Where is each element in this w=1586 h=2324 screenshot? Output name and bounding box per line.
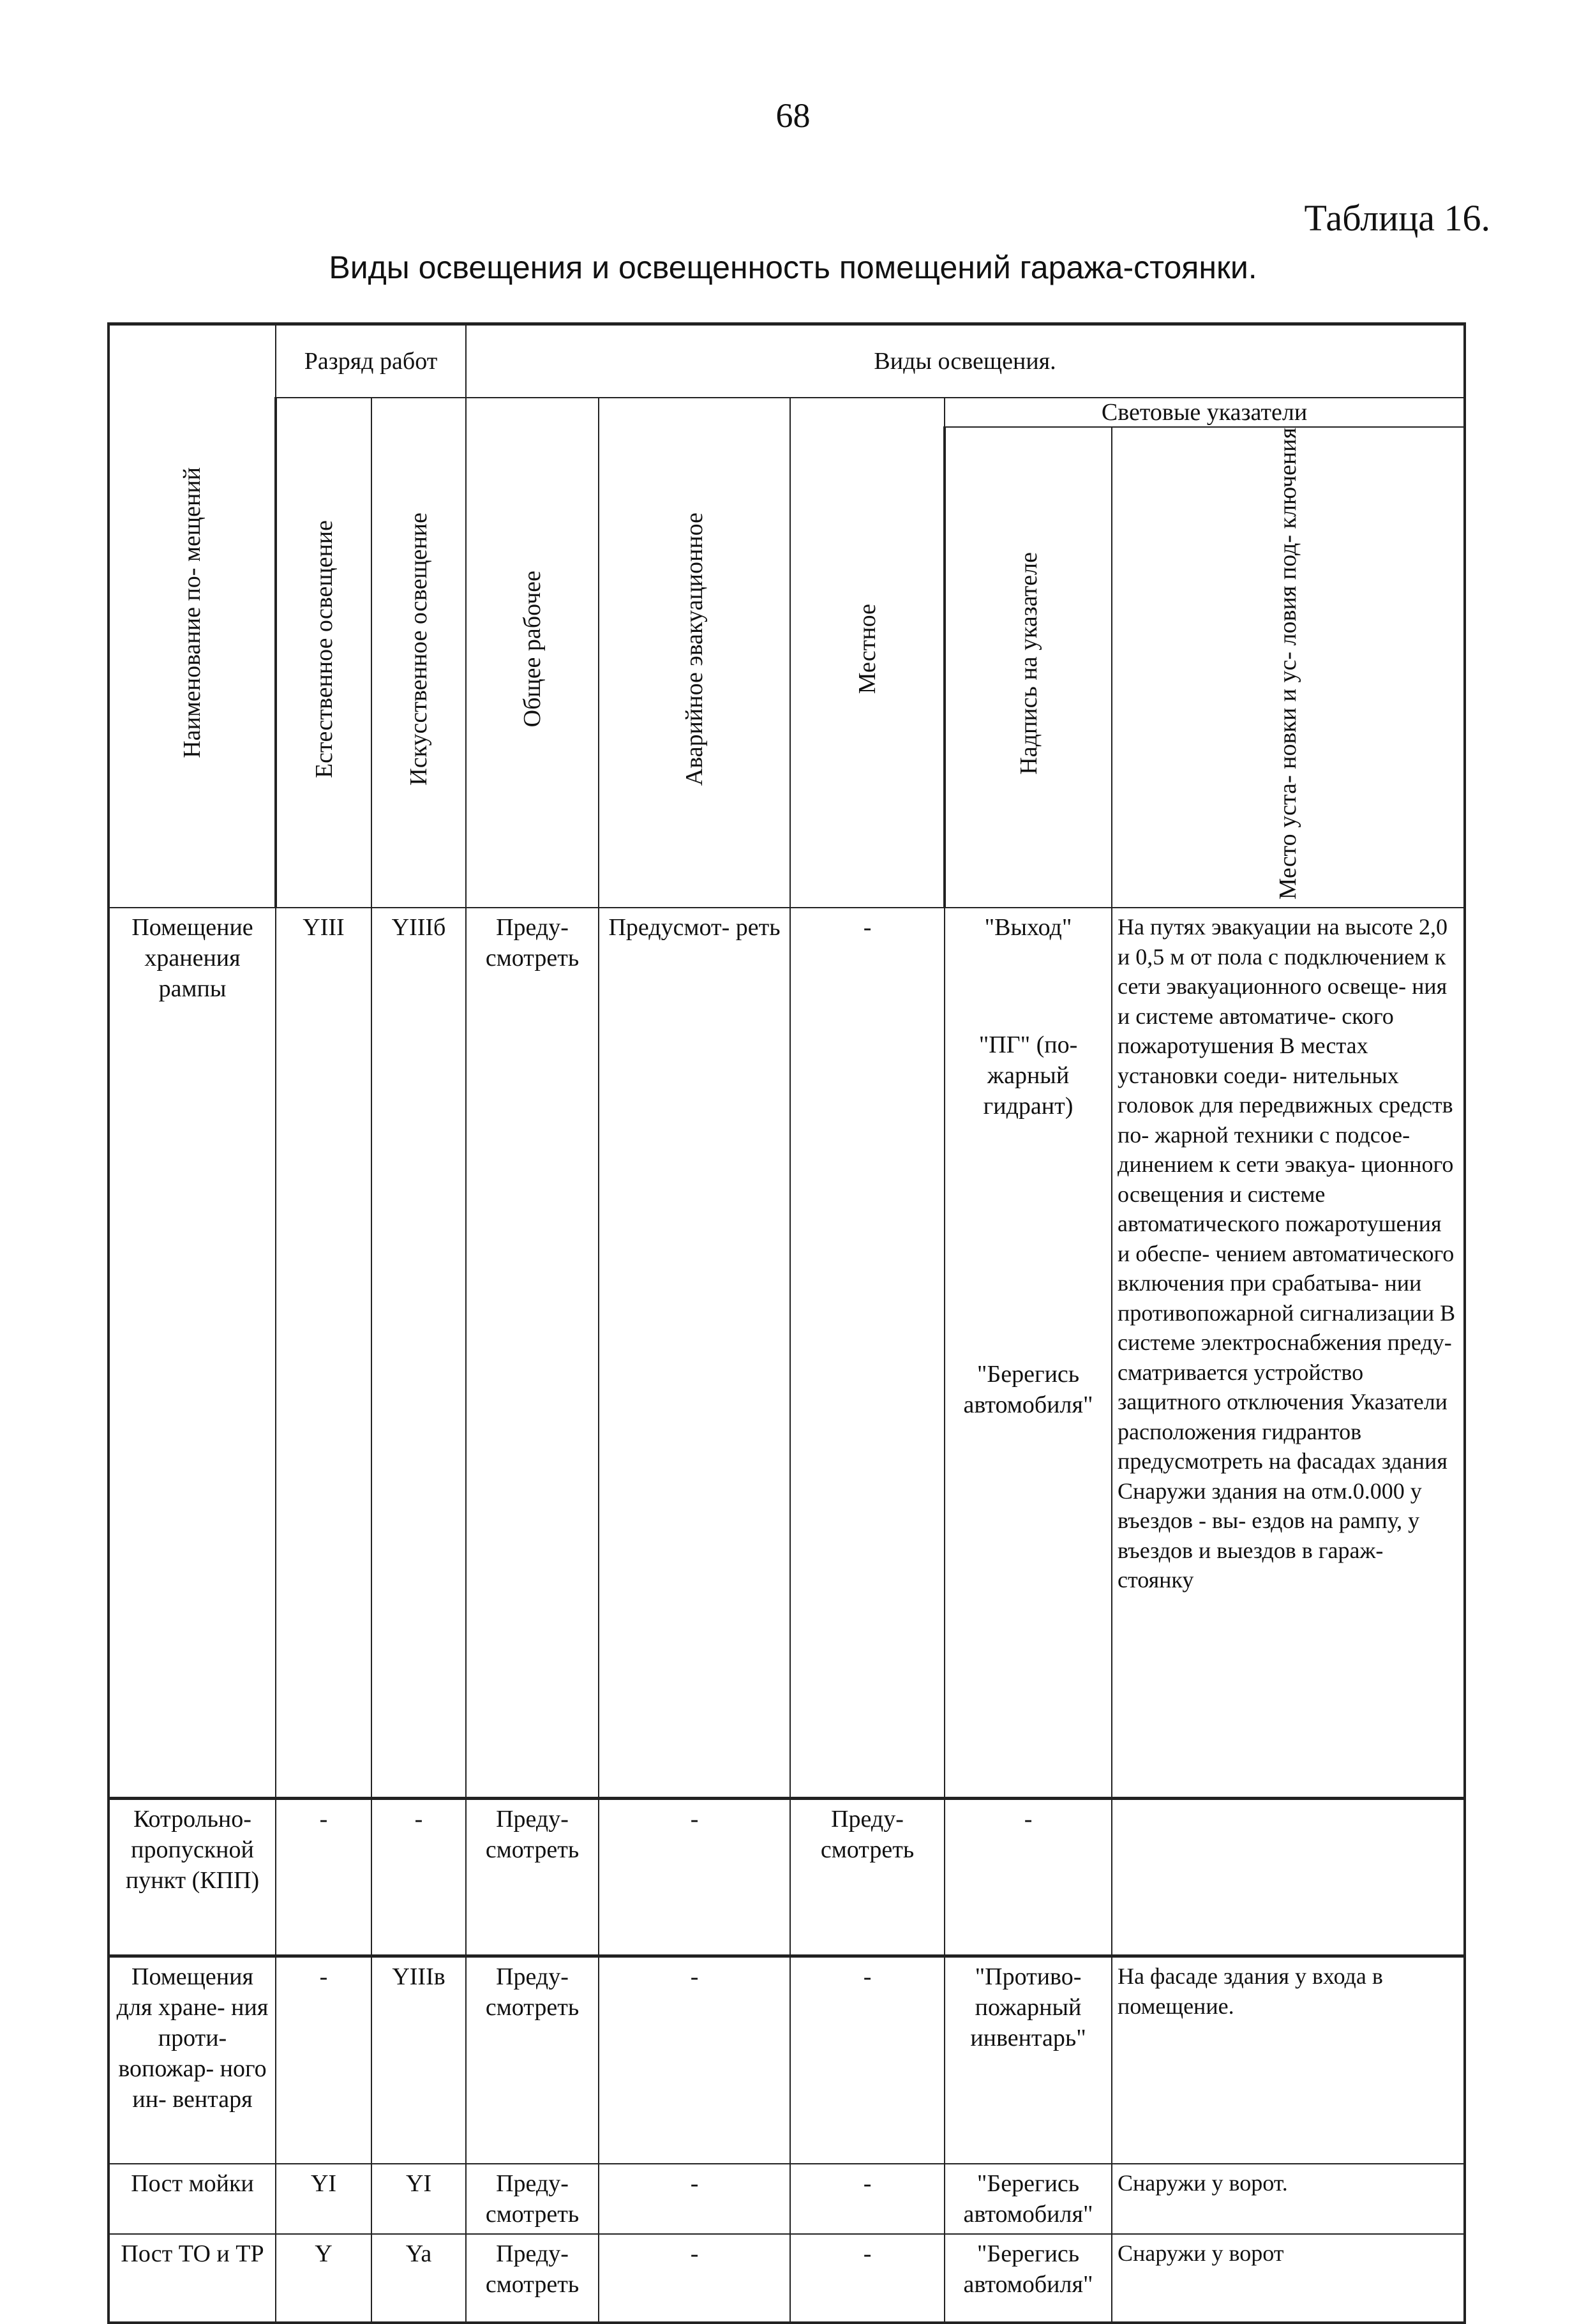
local-lighting-cell: - bbox=[790, 1956, 945, 2164]
local-lighting-cell: - bbox=[790, 2234, 945, 2323]
table-row bbox=[108, 2164, 1465, 2234]
emergency-lighting-cell: Предусмот- реть bbox=[599, 908, 790, 1799]
natural-light-cell: - bbox=[276, 1956, 371, 2164]
header-row-2 bbox=[108, 398, 1465, 427]
artificial-light-cell: - bbox=[371, 1799, 466, 1956]
sign-text-cell: "Берегись автомобиля" bbox=[945, 2234, 1112, 2323]
general-lighting-cell: Преду- смотреть bbox=[466, 908, 599, 1799]
header-emergency-evacuation: Аварийное эвакуационное bbox=[599, 398, 790, 908]
install-location-cell: Снаружи у ворот. bbox=[1112, 2164, 1465, 2234]
install-location-cell: На фасаде здания у входа в помещение. bbox=[1112, 1956, 1465, 2164]
local-lighting-cell: Преду- смотреть bbox=[790, 1799, 945, 1956]
general-lighting-cell: Преду- смотреть bbox=[466, 1799, 599, 1956]
header-room-name: Наименование по- мещений bbox=[108, 324, 276, 908]
emergency-lighting-cell: - bbox=[599, 1799, 790, 1956]
table-label: Таблица 16. bbox=[1304, 197, 1490, 239]
room-name-cell: Помещения для хране- ния проти- вопожар- ного ин- вентаря bbox=[108, 1956, 276, 2164]
sign-beware-car: "Берегись автомобиля" bbox=[963, 1361, 1093, 1419]
install-location-cell: На путях эвакуации на высоте 2,0 и 0,5 м от пола с подключением к сети эвакуационного освеще- ния и системе автоматиче- ского пожаротушения В местах установки соеди- нительных головок для передвижных средств по- жарной техники с подсое- динением к сети эвакуа- ционного освещения и системе автоматического пожаротушения и обеспе- чением автоматического включения при срабатыва- нии противопожарной сигнализации В системе электроснабжения преду- сматривается устройство защитного отключения Указатели расположения гидрантов предусмотреть на фасадах здания Снаружи здания на отм.0.000 у въездов - вы- ездов на рампу, у въездов и выездов в гараж-стоянку bbox=[1112, 908, 1465, 1799]
table-row bbox=[108, 1956, 1465, 2164]
natural-light-cell: - bbox=[276, 1799, 371, 1956]
sign-hydrant: "ПГ" (по- жарный гидрант) bbox=[978, 1031, 1078, 1120]
page-number: 68 bbox=[775, 96, 811, 135]
header-lighting-types: Виды освещения. bbox=[466, 324, 1465, 398]
header-artificial-light: Искусственное освещение bbox=[371, 398, 466, 908]
artificial-light-cell: YI bbox=[371, 2164, 466, 2234]
header-natural-light: Естественное освещение bbox=[276, 398, 371, 908]
local-lighting-cell: - bbox=[790, 908, 945, 1799]
header-general-working: Общее рабочее bbox=[466, 398, 599, 908]
header-install-location: Место уста- новки и ус- ловия под- ключения bbox=[1112, 427, 1465, 908]
room-name-cell: Помещение хранения рампы bbox=[108, 908, 276, 1799]
general-lighting-cell: Преду- смотреть bbox=[466, 1956, 599, 2164]
emergency-lighting-cell: - bbox=[599, 2164, 790, 2234]
sign-text-cell: "Берегись автомобиля" bbox=[945, 2164, 1112, 2234]
local-lighting-cell: - bbox=[790, 2164, 945, 2234]
sign-exit: "Выход" bbox=[984, 914, 1072, 941]
natural-light-cell: YIII bbox=[276, 908, 371, 1799]
table-title: Виды освещения и освещенность помещений гаража-стоянки. bbox=[329, 250, 1257, 285]
header-light-signs: Световые указатели bbox=[945, 398, 1465, 427]
artificial-light-cell: Ya bbox=[371, 2234, 466, 2323]
sign-text-cell: - bbox=[945, 1799, 1112, 1956]
table-row bbox=[108, 2234, 1465, 2323]
sign-text-cell: "Противо- пожарный инвентарь" bbox=[945, 1956, 1112, 2164]
emergency-lighting-cell: - bbox=[599, 1956, 790, 2164]
install-location-cell: Снаружи у ворот bbox=[1112, 2234, 1465, 2323]
natural-light-cell: YI bbox=[276, 2164, 371, 2234]
general-lighting-cell: Преду- смотреть bbox=[466, 2234, 599, 2323]
room-name-cell: Котрольно- пропускной пункт (КПП) bbox=[108, 1799, 276, 1956]
header-sign-text: Надпись на указателе bbox=[945, 427, 1112, 908]
artificial-light-cell: YIIIв bbox=[371, 1956, 466, 2164]
sign-text-cell bbox=[945, 908, 1112, 1799]
header-local: Местное bbox=[790, 398, 945, 908]
header-work-category: Разряд работ bbox=[276, 324, 466, 398]
room-name-cell: Пост мойки bbox=[108, 2164, 276, 2234]
artificial-light-cell: YIIIб bbox=[371, 908, 466, 1799]
emergency-lighting-cell: - bbox=[599, 2234, 790, 2323]
install-location-cell bbox=[1112, 1799, 1465, 1956]
lighting-table bbox=[107, 322, 1466, 2324]
table-row bbox=[108, 908, 1465, 1799]
table-row bbox=[108, 1799, 1465, 1956]
natural-light-cell: Y bbox=[276, 2234, 371, 2323]
general-lighting-cell: Преду- смотреть bbox=[466, 2164, 599, 2234]
header-row-1 bbox=[108, 324, 1465, 398]
room-name-cell: Пост ТО и ТР bbox=[108, 2234, 276, 2323]
